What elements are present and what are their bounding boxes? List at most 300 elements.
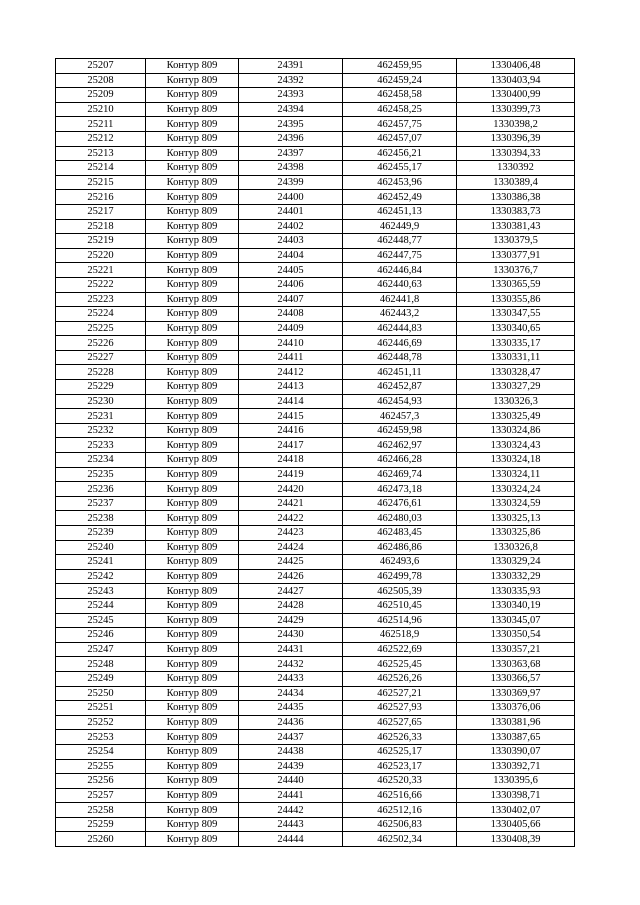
contour-cell: Контур 809 — [146, 642, 239, 657]
point-number-cell: 24442 — [239, 803, 343, 818]
row-number-cell: 25211 — [56, 117, 146, 132]
x-coordinate-cell: 462457,3 — [343, 409, 457, 424]
y-coordinate-cell: 1330379,5 — [457, 234, 575, 249]
x-coordinate-cell: 462516,66 — [343, 788, 457, 803]
row-number-cell: 25216 — [56, 190, 146, 205]
contour-cell: Контур 809 — [146, 321, 239, 336]
row-number-cell: 25231 — [56, 409, 146, 424]
table-row — [56, 131, 575, 146]
y-coordinate-cell: 1330363,68 — [457, 657, 575, 672]
x-coordinate-cell: 462520,33 — [343, 774, 457, 789]
table-row — [56, 774, 575, 789]
contour-cell: Контур 809 — [146, 292, 239, 307]
table-row — [56, 671, 575, 686]
x-coordinate-cell: 462453,96 — [343, 175, 457, 190]
y-coordinate-cell: 1330326,3 — [457, 394, 575, 409]
table-row — [56, 584, 575, 599]
table-row — [56, 715, 575, 730]
table-row — [56, 803, 575, 818]
y-coordinate-cell: 1330325,86 — [457, 526, 575, 541]
point-number-cell: 24443 — [239, 817, 343, 832]
x-coordinate-cell: 462457,07 — [343, 131, 457, 146]
contour-cell: Контур 809 — [146, 832, 239, 847]
y-coordinate-cell: 1330395,6 — [457, 774, 575, 789]
point-number-cell: 24440 — [239, 774, 343, 789]
y-coordinate-cell: 1330331,11 — [457, 350, 575, 365]
contour-cell: Контур 809 — [146, 146, 239, 161]
table-row — [56, 336, 575, 351]
x-coordinate-cell: 462518,9 — [343, 628, 457, 643]
row-number-cell: 25257 — [56, 788, 146, 803]
table-row — [56, 832, 575, 847]
table-row — [56, 598, 575, 613]
point-number-cell: 24401 — [239, 204, 343, 219]
point-number-cell: 24409 — [239, 321, 343, 336]
contour-cell: Контур 809 — [146, 715, 239, 730]
x-coordinate-cell: 462459,24 — [343, 73, 457, 88]
point-number-cell: 24404 — [239, 248, 343, 263]
row-number-cell: 25232 — [56, 423, 146, 438]
y-coordinate-cell: 1330376,7 — [457, 263, 575, 278]
contour-cell: Контур 809 — [146, 204, 239, 219]
contour-cell: Контур 809 — [146, 759, 239, 774]
row-number-cell: 25255 — [56, 759, 146, 774]
table-row — [56, 380, 575, 395]
point-number-cell: 24418 — [239, 453, 343, 468]
row-number-cell: 25254 — [56, 744, 146, 759]
table-row — [56, 511, 575, 526]
point-number-cell: 24415 — [239, 409, 343, 424]
x-coordinate-cell: 462525,17 — [343, 744, 457, 759]
x-coordinate-cell: 462525,45 — [343, 657, 457, 672]
x-coordinate-cell: 462444,83 — [343, 321, 457, 336]
point-number-cell: 24438 — [239, 744, 343, 759]
table-row — [56, 307, 575, 322]
table-row — [56, 175, 575, 190]
row-number-cell: 25238 — [56, 511, 146, 526]
row-number-cell: 25230 — [56, 394, 146, 409]
point-number-cell: 24432 — [239, 657, 343, 672]
row-number-cell: 25242 — [56, 569, 146, 584]
contour-cell: Контур 809 — [146, 409, 239, 424]
x-coordinate-cell: 462505,39 — [343, 584, 457, 599]
row-number-cell: 25240 — [56, 540, 146, 555]
point-number-cell: 24413 — [239, 380, 343, 395]
x-coordinate-cell: 462502,34 — [343, 832, 457, 847]
x-coordinate-cell: 462440,63 — [343, 277, 457, 292]
point-number-cell: 24402 — [239, 219, 343, 234]
point-number-cell: 24406 — [239, 277, 343, 292]
x-coordinate-cell: 462466,28 — [343, 453, 457, 468]
row-number-cell: 25225 — [56, 321, 146, 336]
row-number-cell: 25239 — [56, 526, 146, 541]
row-number-cell: 25256 — [56, 774, 146, 789]
table-row — [56, 146, 575, 161]
y-coordinate-cell: 1330345,07 — [457, 613, 575, 628]
contour-cell: Контур 809 — [146, 496, 239, 511]
x-coordinate-cell: 462476,61 — [343, 496, 457, 511]
row-number-cell: 25226 — [56, 336, 146, 351]
y-coordinate-cell: 1330324,59 — [457, 496, 575, 511]
table-row — [56, 365, 575, 380]
contour-cell: Контур 809 — [146, 131, 239, 146]
contour-cell: Контур 809 — [146, 613, 239, 628]
y-coordinate-cell: 1330405,66 — [457, 817, 575, 832]
contour-cell: Контур 809 — [146, 394, 239, 409]
row-number-cell: 25215 — [56, 175, 146, 190]
x-coordinate-cell: 462443,2 — [343, 307, 457, 322]
row-number-cell: 25251 — [56, 701, 146, 716]
contour-cell: Контур 809 — [146, 307, 239, 322]
table-row — [56, 161, 575, 176]
x-coordinate-cell: 462512,16 — [343, 803, 457, 818]
row-number-cell: 25258 — [56, 803, 146, 818]
contour-cell: Контур 809 — [146, 175, 239, 190]
point-number-cell: 24425 — [239, 555, 343, 570]
point-number-cell: 24420 — [239, 482, 343, 497]
point-number-cell: 24439 — [239, 759, 343, 774]
table-row — [56, 73, 575, 88]
contour-cell: Контур 809 — [146, 190, 239, 205]
point-number-cell: 24424 — [239, 540, 343, 555]
point-number-cell: 24417 — [239, 438, 343, 453]
point-number-cell: 24412 — [239, 365, 343, 380]
x-coordinate-cell: 462483,45 — [343, 526, 457, 541]
y-coordinate-cell: 1330366,57 — [457, 671, 575, 686]
row-number-cell: 25213 — [56, 146, 146, 161]
point-number-cell: 24392 — [239, 73, 343, 88]
row-number-cell: 25246 — [56, 628, 146, 643]
contour-cell: Контур 809 — [146, 467, 239, 482]
row-number-cell: 25229 — [56, 380, 146, 395]
y-coordinate-cell: 1330383,73 — [457, 204, 575, 219]
y-coordinate-cell: 1330326,8 — [457, 540, 575, 555]
y-coordinate-cell: 1330350,54 — [457, 628, 575, 643]
x-coordinate-cell: 462527,65 — [343, 715, 457, 730]
y-coordinate-cell: 1330329,24 — [457, 555, 575, 570]
x-coordinate-cell: 462456,21 — [343, 146, 457, 161]
contour-cell: Контур 809 — [146, 774, 239, 789]
row-number-cell: 25217 — [56, 204, 146, 219]
row-number-cell: 25260 — [56, 832, 146, 847]
contour-cell: Контур 809 — [146, 234, 239, 249]
row-number-cell: 25209 — [56, 88, 146, 103]
x-coordinate-cell: 462462,97 — [343, 438, 457, 453]
x-coordinate-cell: 462473,18 — [343, 482, 457, 497]
x-coordinate-cell: 462493,6 — [343, 555, 457, 570]
row-number-cell: 25243 — [56, 584, 146, 599]
contour-cell: Контур 809 — [146, 788, 239, 803]
contour-cell: Контур 809 — [146, 365, 239, 380]
point-number-cell: 24423 — [239, 526, 343, 541]
row-number-cell: 25208 — [56, 73, 146, 88]
x-coordinate-cell: 462448,77 — [343, 234, 457, 249]
point-number-cell: 24427 — [239, 584, 343, 599]
table-row — [56, 394, 575, 409]
point-number-cell: 24397 — [239, 146, 343, 161]
point-number-cell: 24437 — [239, 730, 343, 745]
contour-cell: Контур 809 — [146, 584, 239, 599]
table-row — [56, 102, 575, 117]
contour-cell: Контур 809 — [146, 219, 239, 234]
x-coordinate-cell: 462448,78 — [343, 350, 457, 365]
row-number-cell: 25218 — [56, 219, 146, 234]
table-row — [56, 730, 575, 745]
y-coordinate-cell: 1330357,21 — [457, 642, 575, 657]
point-number-cell: 24411 — [239, 350, 343, 365]
table-row — [56, 482, 575, 497]
point-number-cell: 24400 — [239, 190, 343, 205]
table-row — [56, 526, 575, 541]
table-row — [56, 277, 575, 292]
y-coordinate-cell: 1330327,29 — [457, 380, 575, 395]
table-row — [56, 628, 575, 643]
contour-cell: Контур 809 — [146, 117, 239, 132]
row-number-cell: 25224 — [56, 307, 146, 322]
table-row — [56, 59, 575, 74]
table-row — [56, 88, 575, 103]
table-row — [56, 657, 575, 672]
contour-cell: Контур 809 — [146, 277, 239, 292]
table-row — [56, 190, 575, 205]
y-coordinate-cell: 1330325,49 — [457, 409, 575, 424]
contour-cell: Контур 809 — [146, 628, 239, 643]
x-coordinate-cell: 462514,96 — [343, 613, 457, 628]
contour-cell: Контур 809 — [146, 598, 239, 613]
x-coordinate-cell: 462451,13 — [343, 204, 457, 219]
point-number-cell: 24429 — [239, 613, 343, 628]
point-number-cell: 24419 — [239, 467, 343, 482]
contour-cell: Контур 809 — [146, 336, 239, 351]
table-row — [56, 292, 575, 307]
y-coordinate-cell: 1330340,65 — [457, 321, 575, 336]
row-number-cell: 25222 — [56, 277, 146, 292]
row-number-cell: 25244 — [56, 598, 146, 613]
point-number-cell: 24428 — [239, 598, 343, 613]
coordinates-table-body — [56, 59, 575, 847]
contour-cell: Контур 809 — [146, 803, 239, 818]
contour-cell: Контур 809 — [146, 350, 239, 365]
row-number-cell: 25247 — [56, 642, 146, 657]
x-coordinate-cell: 462449,9 — [343, 219, 457, 234]
point-number-cell: 24399 — [239, 175, 343, 190]
table-row — [56, 759, 575, 774]
contour-cell: Контур 809 — [146, 657, 239, 672]
point-number-cell: 24435 — [239, 701, 343, 716]
x-coordinate-cell: 462506,83 — [343, 817, 457, 832]
y-coordinate-cell: 1330390,07 — [457, 744, 575, 759]
x-coordinate-cell: 462486,86 — [343, 540, 457, 555]
table-row — [56, 817, 575, 832]
x-coordinate-cell: 462499,78 — [343, 569, 457, 584]
x-coordinate-cell: 462526,26 — [343, 671, 457, 686]
point-number-cell: 24391 — [239, 59, 343, 74]
table-row — [56, 701, 575, 716]
y-coordinate-cell: 1330369,97 — [457, 686, 575, 701]
row-number-cell: 25212 — [56, 131, 146, 146]
y-coordinate-cell: 1330340,19 — [457, 598, 575, 613]
point-number-cell: 24421 — [239, 496, 343, 511]
contour-cell: Контур 809 — [146, 59, 239, 74]
y-coordinate-cell: 1330400,99 — [457, 88, 575, 103]
row-number-cell: 25210 — [56, 102, 146, 117]
x-coordinate-cell: 462523,17 — [343, 759, 457, 774]
row-number-cell: 25223 — [56, 292, 146, 307]
x-coordinate-cell: 462452,87 — [343, 380, 457, 395]
table-row — [56, 204, 575, 219]
contour-cell: Контур 809 — [146, 380, 239, 395]
row-number-cell: 25252 — [56, 715, 146, 730]
contour-cell: Контур 809 — [146, 555, 239, 570]
contour-cell: Контур 809 — [146, 453, 239, 468]
y-coordinate-cell: 1330396,39 — [457, 131, 575, 146]
y-coordinate-cell: 1330386,38 — [457, 190, 575, 205]
point-number-cell: 24398 — [239, 161, 343, 176]
row-number-cell: 25233 — [56, 438, 146, 453]
table-row — [56, 642, 575, 657]
contour-cell: Контур 809 — [146, 511, 239, 526]
contour-cell: Контур 809 — [146, 526, 239, 541]
row-number-cell: 25253 — [56, 730, 146, 745]
contour-cell: Контур 809 — [146, 423, 239, 438]
x-coordinate-cell: 462527,21 — [343, 686, 457, 701]
x-coordinate-cell: 462527,93 — [343, 701, 457, 716]
table-row — [56, 263, 575, 278]
contour-cell: Контур 809 — [146, 569, 239, 584]
table-row — [56, 234, 575, 249]
x-coordinate-cell: 462526,33 — [343, 730, 457, 745]
x-coordinate-cell: 462459,98 — [343, 423, 457, 438]
row-number-cell: 25220 — [56, 248, 146, 263]
y-coordinate-cell: 1330324,86 — [457, 423, 575, 438]
x-coordinate-cell: 462447,75 — [343, 248, 457, 263]
contour-cell: Контур 809 — [146, 102, 239, 117]
point-number-cell: 24414 — [239, 394, 343, 409]
table-row — [56, 350, 575, 365]
contour-cell: Контур 809 — [146, 730, 239, 745]
x-coordinate-cell: 462446,84 — [343, 263, 457, 278]
y-coordinate-cell: 1330324,43 — [457, 438, 575, 453]
y-coordinate-cell: 1330376,06 — [457, 701, 575, 716]
table-row — [56, 117, 575, 132]
row-number-cell: 25235 — [56, 467, 146, 482]
x-coordinate-cell: 462452,49 — [343, 190, 457, 205]
table-row — [56, 423, 575, 438]
point-number-cell: 24396 — [239, 131, 343, 146]
point-number-cell: 24403 — [239, 234, 343, 249]
table-row — [56, 496, 575, 511]
x-coordinate-cell: 462458,25 — [343, 102, 457, 117]
x-coordinate-cell: 462458,58 — [343, 88, 457, 103]
y-coordinate-cell: 1330389,4 — [457, 175, 575, 190]
x-coordinate-cell: 462454,93 — [343, 394, 457, 409]
y-coordinate-cell: 1330335,93 — [457, 584, 575, 599]
y-coordinate-cell: 1330408,39 — [457, 832, 575, 847]
contour-cell: Контур 809 — [146, 482, 239, 497]
row-number-cell: 25221 — [56, 263, 146, 278]
row-number-cell: 25214 — [56, 161, 146, 176]
point-number-cell: 24431 — [239, 642, 343, 657]
contour-cell: Контур 809 — [146, 817, 239, 832]
x-coordinate-cell: 462457,75 — [343, 117, 457, 132]
point-number-cell: 24407 — [239, 292, 343, 307]
point-number-cell: 24433 — [239, 671, 343, 686]
table-row — [56, 219, 575, 234]
y-coordinate-cell: 1330381,43 — [457, 219, 575, 234]
contour-cell: Контур 809 — [146, 263, 239, 278]
point-number-cell: 24394 — [239, 102, 343, 117]
y-coordinate-cell: 1330347,55 — [457, 307, 575, 322]
y-coordinate-cell: 1330325,13 — [457, 511, 575, 526]
y-coordinate-cell: 1330394,33 — [457, 146, 575, 161]
table-row — [56, 409, 575, 424]
point-number-cell: 24410 — [239, 336, 343, 351]
x-coordinate-cell: 462480,03 — [343, 511, 457, 526]
point-number-cell: 24441 — [239, 788, 343, 803]
table-row — [56, 540, 575, 555]
y-coordinate-cell: 1330324,18 — [457, 453, 575, 468]
y-coordinate-cell: 1330398,71 — [457, 788, 575, 803]
x-coordinate-cell: 462446,69 — [343, 336, 457, 351]
point-number-cell: 24426 — [239, 569, 343, 584]
contour-cell: Контур 809 — [146, 701, 239, 716]
row-number-cell: 25259 — [56, 817, 146, 832]
row-number-cell: 25245 — [56, 613, 146, 628]
contour-cell: Контур 809 — [146, 88, 239, 103]
row-number-cell: 25241 — [56, 555, 146, 570]
x-coordinate-cell: 462510,45 — [343, 598, 457, 613]
table-row — [56, 686, 575, 701]
x-coordinate-cell: 462522,69 — [343, 642, 457, 657]
y-coordinate-cell: 1330328,47 — [457, 365, 575, 380]
contour-cell: Контур 809 — [146, 540, 239, 555]
table-row — [56, 248, 575, 263]
contour-cell: Контур 809 — [146, 744, 239, 759]
table-row — [56, 613, 575, 628]
table-row — [56, 555, 575, 570]
coordinates-table — [55, 58, 575, 847]
table-row — [56, 788, 575, 803]
table-row — [56, 321, 575, 336]
point-number-cell: 24405 — [239, 263, 343, 278]
x-coordinate-cell: 462455,17 — [343, 161, 457, 176]
table-row — [56, 467, 575, 482]
point-number-cell: 24444 — [239, 832, 343, 847]
y-coordinate-cell: 1330324,11 — [457, 467, 575, 482]
y-coordinate-cell: 1330403,94 — [457, 73, 575, 88]
contour-cell: Контур 809 — [146, 686, 239, 701]
y-coordinate-cell: 1330365,59 — [457, 277, 575, 292]
y-coordinate-cell: 1330406,48 — [457, 59, 575, 74]
row-number-cell: 25207 — [56, 59, 146, 74]
table-row — [56, 438, 575, 453]
point-number-cell: 24416 — [239, 423, 343, 438]
y-coordinate-cell: 1330377,91 — [457, 248, 575, 263]
y-coordinate-cell: 1330324,24 — [457, 482, 575, 497]
row-number-cell: 25236 — [56, 482, 146, 497]
contour-cell: Контур 809 — [146, 438, 239, 453]
x-coordinate-cell: 462459,95 — [343, 59, 457, 74]
row-number-cell: 25228 — [56, 365, 146, 380]
point-number-cell: 24393 — [239, 88, 343, 103]
row-number-cell: 25248 — [56, 657, 146, 672]
y-coordinate-cell: 1330392 — [457, 161, 575, 176]
x-coordinate-cell: 462441,8 — [343, 292, 457, 307]
point-number-cell: 24430 — [239, 628, 343, 643]
point-number-cell: 24436 — [239, 715, 343, 730]
y-coordinate-cell: 1330332,29 — [457, 569, 575, 584]
y-coordinate-cell: 1330392,71 — [457, 759, 575, 774]
